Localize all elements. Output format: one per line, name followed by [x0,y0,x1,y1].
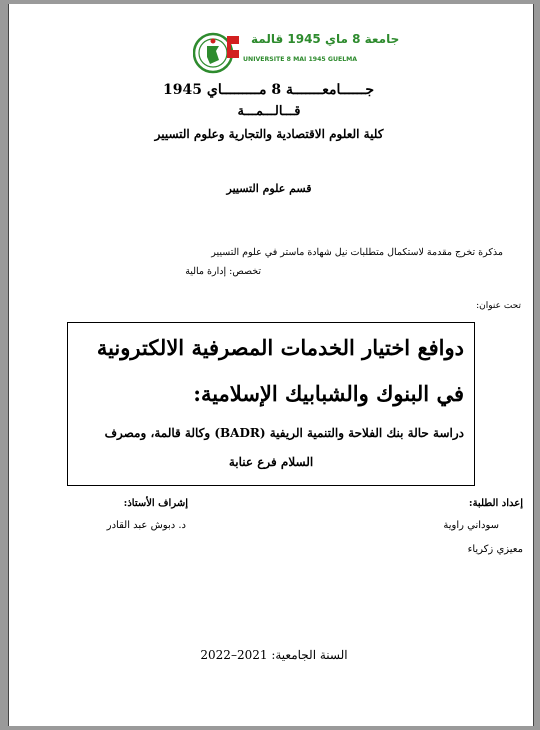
thesis-subtitle-line2: السلام فرع عنابة [228,455,314,469]
logo-french-text: UNIVERSITE 8 MAI 1945 GUELMA [243,56,358,63]
prepared-by-label: إعداد الطلبة: [468,498,523,509]
memo-description: مذكرة تخرج مقدمة لاستكمال متطلبات نيل شهادة ماستر في علوم التسيير [211,247,503,258]
university-emblem-icon [193,30,243,76]
thesis-title-line2: في البنوك والشبابيك الإسلامية: [193,381,464,406]
under-title-label: تحت عنوان: [476,301,521,311]
faculty-name: كلية العلوم الاقتصادية والتجارية وعلوم التسيير [154,127,384,141]
student-name: سوداني راوية [443,520,499,531]
logo-arabic-text: جامعة 8 ماي 1945 قالمة [251,32,400,46]
thesis-subtitle-line1: دراسة حالة بنك الفلاحة والتنمية الريفية (BADR) وكالة قالمة، ومصرف [104,426,464,440]
university-name: جــــــامعـــــــة 8 مـــــــــاي 1945 [163,82,374,98]
student-name: معيزي زكرياء [467,544,523,555]
department-name: قسم علوم التسيير [226,182,312,195]
thesis-title-box [67,322,475,486]
document-page [8,4,534,726]
university-logo [193,30,400,76]
supervisor-name: د. دبوش عبد القادر [106,520,186,531]
specialization: تخصص: إدارة مالية [185,266,261,277]
supervision-label: إشراف الأستاذ: [123,498,188,509]
city-name: قـــالـــمـــة [237,104,301,119]
academic-year: السنة الجامعية: 2021–2022 [200,648,348,662]
thesis-title-line1: دوافع اختيار الخدمات المصرفية الالكترونية [96,335,464,360]
